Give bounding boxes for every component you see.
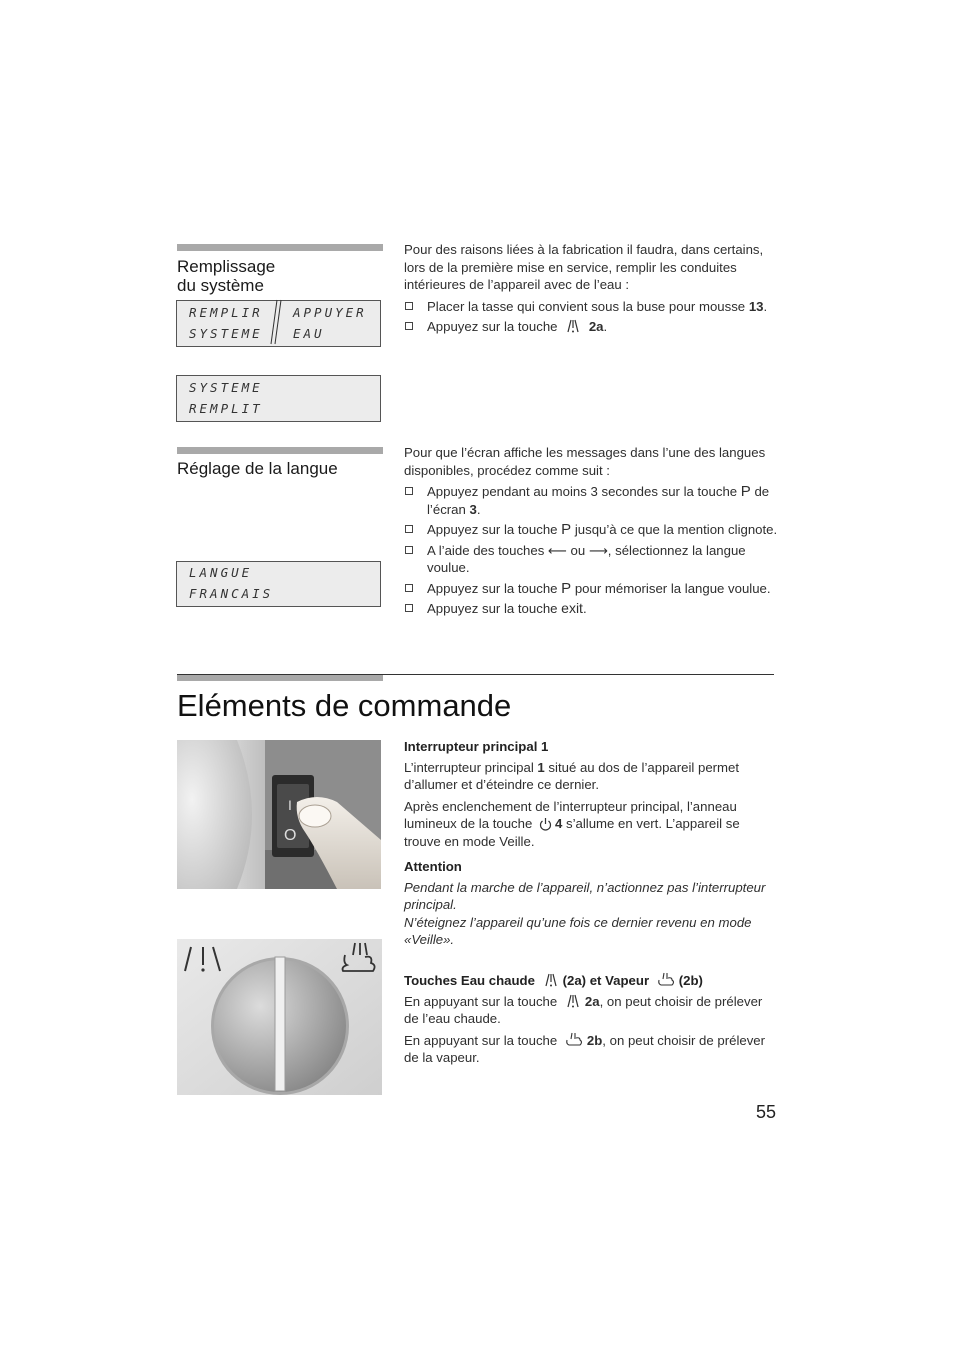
hot-water-icon [564, 993, 582, 1009]
step-text: . [603, 319, 608, 334]
lcd-line: APPUYER [293, 305, 367, 320]
lcd-line: REMPLIT [189, 401, 263, 416]
ref-number: 3 [469, 501, 477, 517]
list-item [404, 542, 778, 577]
hot-water-steam-knob-photo [177, 939, 382, 1095]
attention-text: N’éteignez l’appareil qu’une fois ce dernier revenu en mode «Veille». [404, 914, 752, 947]
section-title-langue: Réglage de la langue [177, 459, 338, 478]
list-item [404, 318, 778, 336]
paragraph [404, 759, 778, 794]
text: En appuyant sur la touche [404, 993, 561, 1009]
step-text: ou [566, 542, 589, 558]
step-text: Placer la tasse qui convient sous la buse pour mousse [427, 298, 749, 314]
step-text: Appuyez sur la touche [427, 319, 562, 334]
ref-number: 1 [537, 759, 545, 775]
paragraph [404, 798, 778, 851]
steam-icon [656, 972, 676, 988]
subheading-attention: Attention [404, 859, 462, 874]
lcd-line: FRANCAIS [189, 586, 274, 601]
attention-text: Pendant la marche de l’appareil, n’actionnez pas l’interrupteur principal. [404, 879, 766, 912]
arrow-right-icon: ⟶ [588, 542, 608, 558]
section-title-remplissage [177, 257, 275, 295]
lcd-line: SYSTEME [189, 380, 263, 395]
ref-number: 2b [586, 1032, 603, 1048]
key-p-icon: P [561, 521, 572, 538]
checkbox-icon [405, 546, 413, 554]
checkbox-icon [405, 584, 413, 592]
key-p-icon: P [561, 579, 572, 597]
langue-text [404, 444, 778, 618]
list-item [404, 298, 778, 316]
paragraph: Pour des raisons liées à la fabrication il faudra, dans certains, lors de la première mise en service, remplir les conduites intérieures de l’appareil avec de l’eau : [404, 242, 764, 292]
ref-number: 13 [748, 298, 764, 314]
lcd-display-remplir [176, 300, 381, 347]
power-icon [539, 817, 552, 831]
list-item [404, 600, 778, 618]
switch-off-label: O [284, 827, 297, 844]
text: situé au dos de l’appareil permet d’allumer et d’éteindre ce dernier. [404, 759, 740, 792]
lcd-line: EAU [293, 326, 325, 341]
step-text: jusqu’à ce que la mention clignote. [571, 522, 778, 537]
text: En appuyant sur la touche [404, 1032, 561, 1048]
remplissage-text [404, 241, 778, 336]
list-item [404, 483, 778, 518]
lcd-line: REMPLIR [189, 305, 263, 320]
list-item [404, 580, 778, 598]
text: , on peut choisir de prélever de l’eau chaude. [404, 993, 763, 1026]
step-text: Appuyez sur la touche [427, 522, 562, 537]
touches-text [404, 972, 778, 1067]
hot-water-icon [564, 318, 582, 334]
divider-line [177, 674, 774, 675]
paragraph [404, 993, 778, 1028]
paragraph [404, 1032, 778, 1067]
checkbox-icon [405, 302, 413, 310]
step-text: de l’écran [427, 484, 770, 517]
section-rule [177, 244, 383, 251]
step-text: . [763, 298, 768, 314]
step-text: , sélectionnez la langue voulue. [427, 542, 746, 575]
step-text: . [582, 601, 587, 616]
text: Après enclenchement de l’interrupteur principal, l’anneau lumineux de la touche [404, 798, 737, 831]
lcd-display-systeme [176, 375, 381, 422]
page-title: Eléments de commande [177, 688, 512, 723]
step-text: A l’aide des touches [427, 542, 548, 558]
step-text: Appuyez sur la touche [427, 580, 562, 596]
step-text: . [476, 501, 481, 517]
arrow-left-icon: ⟵ [547, 542, 567, 558]
key-p-icon: P [740, 483, 751, 500]
steam-icon [564, 1032, 584, 1048]
lcd-break-icon [269, 298, 283, 346]
hot-water-icon [542, 972, 560, 988]
title-line: du système [177, 276, 264, 295]
ref-number: 2a [588, 319, 604, 334]
section-rule [177, 674, 383, 681]
text: , on peut choisir de prélever de la vapeur. [404, 1032, 766, 1065]
switch-on-label: I [288, 797, 292, 813]
lcd-line: SYSTEME [189, 326, 263, 341]
checkbox-icon [405, 487, 413, 495]
checkbox-icon [405, 525, 413, 533]
lcd-display-langue [176, 561, 381, 607]
text: L’interrupteur principal [404, 759, 538, 775]
subheading-interrupteur: Interrupteur principal 1 [404, 739, 549, 754]
step-text: Appuyez sur la touche [427, 601, 562, 616]
subheading-touches [404, 972, 778, 990]
ref-number: 4 [554, 816, 563, 831]
lcd-line: LANGUE [189, 565, 253, 580]
step-text: Appuyez pendant au moins 3 secondes sur la touche [427, 484, 741, 499]
checkbox-icon [405, 322, 413, 330]
paragraph: Pour que l’écran affiche les messages dans l’une des langues disponibles, procédez comme suit : [404, 445, 766, 478]
text: Touches Eau chaude [404, 973, 539, 988]
section-rule [177, 447, 383, 454]
step-text: pour mémoriser la langue voulue. [571, 580, 771, 596]
text: s’allume en vert. L’appareil se trouve en mode Veille. [404, 816, 740, 849]
title-line: Remplissage [177, 257, 276, 276]
list-item [404, 521, 778, 539]
page-number: 55 [755, 1102, 776, 1122]
interrupteur-text [404, 738, 778, 949]
main-switch-photo [177, 740, 381, 889]
key-exit-icon: exit [561, 600, 583, 616]
checkbox-icon [405, 604, 413, 612]
ref-number: 2a [584, 993, 600, 1009]
text: (2a) et Vapeur [562, 973, 653, 988]
text: (2b) [678, 973, 703, 988]
